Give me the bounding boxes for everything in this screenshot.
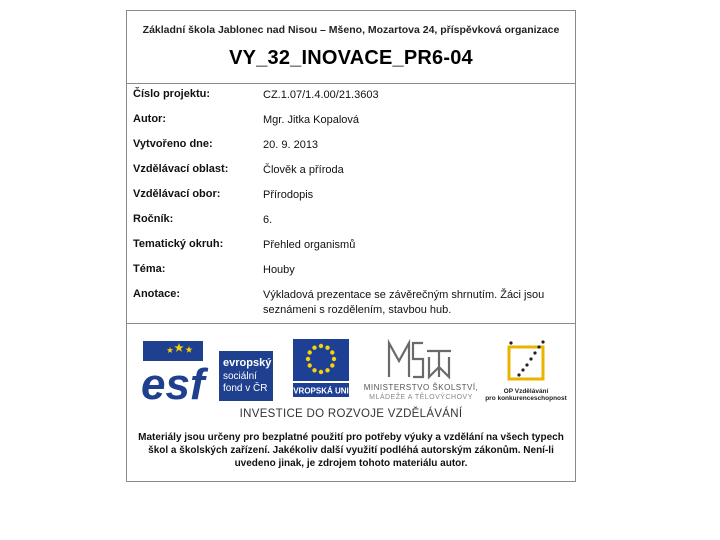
logo-strip	[127, 337, 577, 417]
info-value: Člověk a příroda	[263, 164, 344, 176]
material-code: VY_32_INOVACE_PR6-04	[229, 47, 473, 69]
eu-caption: EVROPSKÁ UNIE	[287, 386, 355, 396]
divider-bottom	[127, 323, 575, 324]
esf-flag-block	[143, 341, 203, 361]
info-value: Výkladová prezentace se závěrečným shrnutím. Žáci jsou seznámeni s rozdělením, stavbou hub.	[263, 289, 545, 316]
info-label: Číslo projektu:	[133, 88, 211, 100]
esf-text-line2: sociální	[223, 371, 257, 382]
info-value: 20. 9. 2013	[263, 139, 319, 151]
op-logo	[485, 340, 567, 402]
usage-note: Materiály jsou určeny pro bezplatné použití pro potřeby výuky a vzdělání na všech typech škol a školských zařízení. Jakékoliv další využití podléhá autorským zákonům. Není-li uvedeno jinak, je zdrojem tohoto materiálu autor.	[138, 432, 564, 469]
info-label: Vzdělávací oblast:	[133, 163, 229, 175]
info-value: Mgr. Jitka Kopalová	[263, 114, 359, 126]
esf-text-line1: evropský	[223, 357, 272, 369]
school-name: Základní škola Jablonec nad Nisou – Mšeno, Mozartova 24, příspěvková organizace	[142, 24, 560, 36]
info-label: Téma:	[133, 263, 166, 275]
info-label: Vzdělávací obor:	[133, 188, 221, 200]
esf-letters: esf	[141, 360, 205, 409]
info-label: Ročník:	[133, 213, 174, 225]
op-frame-icon	[509, 347, 543, 379]
info-label: Autor:	[133, 113, 166, 125]
investice-slogan: INVESTICE DO ROZVOJE VZDĚLÁVÁNÍ	[239, 408, 463, 420]
esf-logo	[141, 341, 273, 409]
info-label: Vytvořeno dne:	[133, 138, 213, 150]
msmt-line2: MLÁDEŽE A TĚLOVÝCHOVY	[369, 394, 473, 401]
msmt-monogram-icon	[389, 343, 451, 377]
info-label: Tematický okruh:	[133, 238, 224, 250]
info-label: Anotace:	[133, 288, 181, 300]
info-value: 6.	[263, 214, 273, 226]
info-value: Přehled organismů	[263, 239, 356, 251]
eu-logo	[288, 339, 355, 397]
info-value: Přírodopis	[263, 189, 314, 201]
msmt-logo	[364, 343, 479, 401]
msmt-line1: MINISTERSTVO ŠKOLSTVÍ,	[363, 383, 479, 392]
divider-top	[127, 83, 575, 84]
esf-text-line3: fond v ČR	[223, 383, 268, 394]
info-value: Houby	[263, 264, 295, 276]
info-value: CZ.1.07/1.4.00/21.3603	[263, 89, 379, 101]
op-line1: OP Vzdělávání	[503, 388, 549, 395]
op-line2: pro konkurenceschopnost	[485, 395, 567, 402]
title-sheet	[126, 10, 576, 482]
